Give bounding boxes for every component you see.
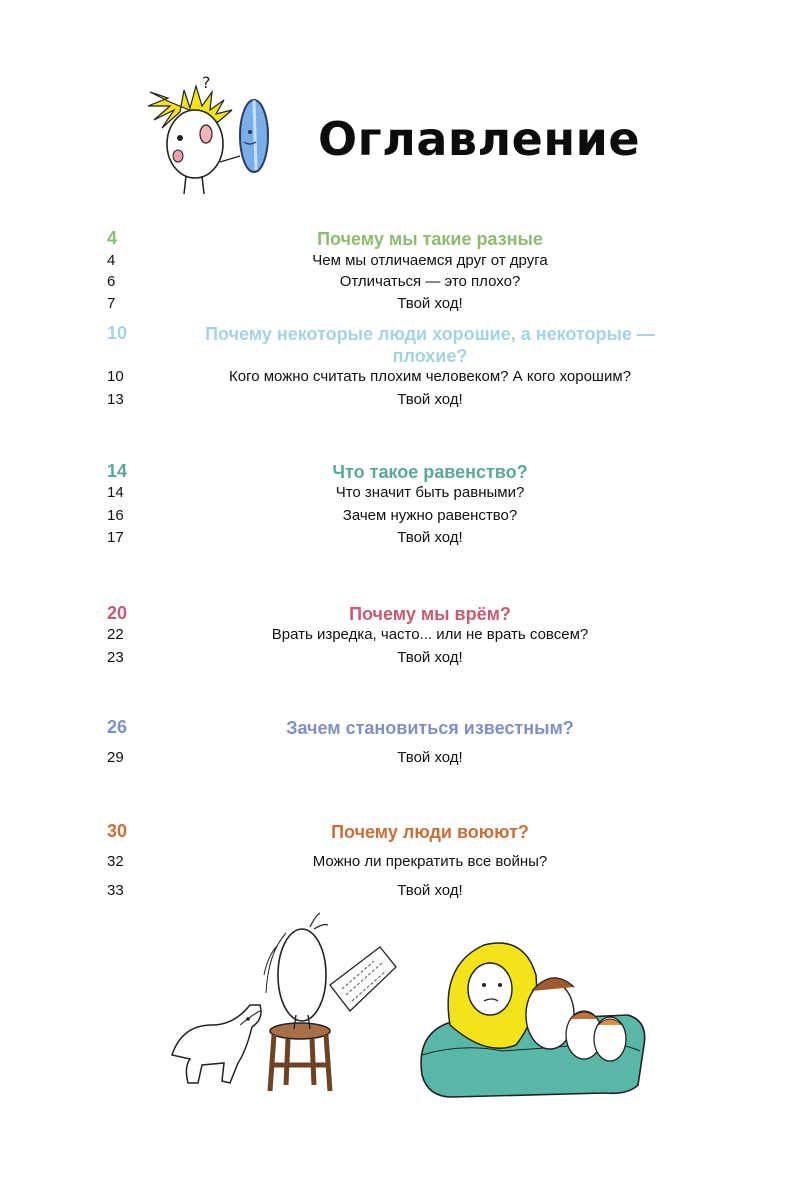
toc-chapter[interactable]	[0, 603, 805, 627]
chapter-page-number: 4	[107, 228, 118, 248]
toc-chapter[interactable]	[0, 717, 805, 741]
chapter-title: Зачем становиться известным?	[286, 718, 574, 738]
page-title: Оглавление	[318, 112, 641, 166]
item-title: Твой ход!	[397, 749, 463, 766]
item-title: Зачем нужно равенство?	[342, 507, 518, 524]
item-title: Можно ли прекратить все войны?	[312, 853, 548, 870]
toc-item[interactable]	[0, 507, 805, 531]
chapter-page-number: 14	[107, 461, 128, 481]
item-title: Твой ход!	[397, 882, 463, 899]
chapter-page-number: 30	[107, 821, 128, 841]
toc-item[interactable]	[0, 529, 805, 553]
chapter-page-number: 20	[107, 603, 128, 623]
item-title: Твой ход!	[397, 295, 463, 312]
item-page-number: 14	[107, 484, 124, 501]
bottom-illustration	[160, 905, 650, 1100]
toc-item[interactable]	[0, 882, 805, 906]
chapter-title: Что такое равенство?	[332, 462, 528, 482]
item-page-number: 23	[107, 649, 124, 666]
item-page-number: 6	[107, 273, 116, 290]
svg-text:?: ?	[202, 73, 211, 92]
item-title: Что значит быть равными?	[335, 484, 525, 501]
item-page-number: 29	[107, 749, 124, 766]
item-page-number: 10	[107, 368, 124, 385]
item-title: Твой ход!	[397, 529, 463, 546]
chapter-title: Почему люди воюют?	[331, 822, 529, 842]
item-page-number: 4	[107, 252, 116, 269]
toc-chapter[interactable]	[0, 821, 805, 845]
toc-item[interactable]	[0, 649, 805, 673]
item-title: Чем мы отличаемся друг от друга	[312, 252, 548, 269]
toc-item[interactable]	[0, 295, 805, 319]
chapter-title: Почему мы такие разные	[317, 229, 543, 249]
toc-item[interactable]	[0, 391, 805, 415]
chapter-page-number: 26	[107, 717, 128, 737]
item-title: Твой ход!	[397, 391, 463, 408]
toc-item[interactable]	[0, 484, 805, 508]
item-page-number: 16	[107, 507, 124, 524]
mirror-character-illustration	[140, 72, 280, 202]
chapter-title: Почему мы врём?	[349, 604, 511, 624]
toc-chapter[interactable]	[0, 461, 805, 485]
item-title: Врать изредка, часто... или не врать совсем?	[271, 626, 589, 643]
toc-item[interactable]	[0, 626, 805, 650]
toc-chapter[interactable]	[0, 323, 805, 366]
item-page-number: 22	[107, 626, 124, 643]
item-title: Отличаться — это плохо?	[339, 273, 521, 290]
item-page-number: 13	[107, 391, 124, 408]
dog-icon	[172, 1005, 261, 1083]
toc-item[interactable]	[0, 853, 805, 877]
item-title: Твой ход!	[397, 649, 463, 666]
item-title: Кого можно считать плохим человеком? А кого хорошим?	[229, 368, 631, 385]
toc-item[interactable]	[0, 273, 805, 297]
item-page-number: 32	[107, 853, 124, 870]
item-page-number: 17	[107, 529, 124, 546]
toc-chapter[interactable]	[0, 228, 805, 252]
chapter-page-number: 10	[107, 323, 128, 343]
item-page-number: 33	[107, 882, 124, 899]
toc-item[interactable]	[0, 368, 805, 392]
chapter-title: Почему некоторые люди хорошие, а некоторые — плохие?	[205, 324, 655, 366]
toc-item[interactable]	[0, 749, 805, 773]
item-page-number: 7	[107, 295, 116, 312]
